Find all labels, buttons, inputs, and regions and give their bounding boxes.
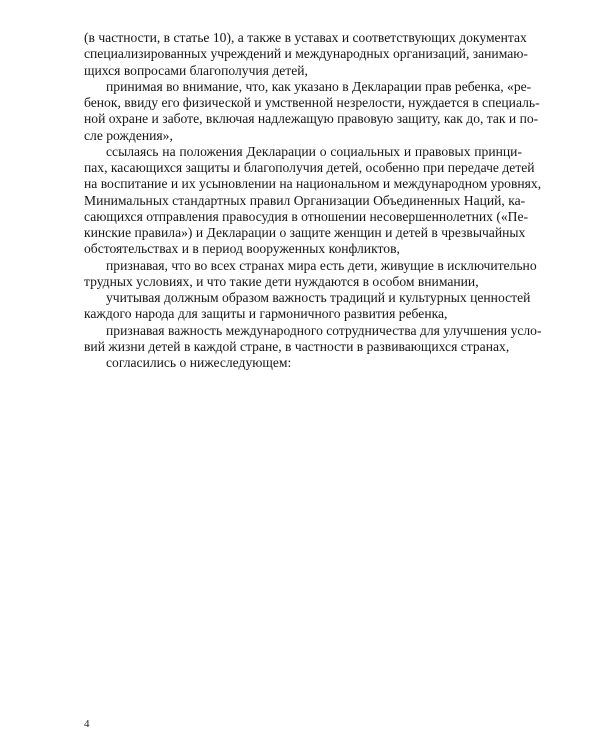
paragraph-start-line: принимая во внимание, что, как указано в Декларации прав ребенка, «ре- [106, 78, 532, 94]
text-line: сающихся отправления правосудия в отношении несовершеннолетних («Пе- [84, 208, 529, 224]
paragraph-start-line: учитывая должным образом важность традиций и культурных ценностей [106, 290, 531, 305]
text-line: каждого народа для защиты и гармоничного развития ребенка, [84, 306, 448, 322]
paragraph-start-line: согласились о нижеследующем: [106, 355, 292, 370]
paragraph-start-line: признавая, что во всех странах мира есть дети, живущие в исключительно [106, 257, 537, 273]
text-line: обстоятельствах и в период вооруженных конфликтов, [84, 241, 400, 257]
paragraph-start-line: признавая важность международного сотрудничества для улучшения усло- [106, 322, 542, 338]
text-line: вий жизни детей в каждой стране, в частности в развивающихся странах, [84, 338, 510, 354]
page-number: 4 [84, 718, 90, 730]
text-line: кинские правила») и Декларации о защите женщин и детей в чрезвычайных [84, 225, 526, 240]
body-text [84, 30, 542, 371]
text-line: специализированных учреждений и международных организаций, занимаю- [84, 46, 528, 62]
text-line: сле рождения», [84, 127, 173, 143]
text-line: (в частности, в статье 10), а также в уставах и соответствующих документах [84, 30, 527, 45]
text-line: щихся вопросами благополучия детей, [84, 62, 308, 78]
text-line: трудных условиях, и что такие дети нуждаются в особом внимании, [84, 273, 479, 289]
text-line: на воспитание и их усыновлении на национальном и международном уровнях, [84, 176, 542, 192]
paragraph-start-line: ссылаясь на положения Декларации о социальных и правовых принци- [106, 143, 522, 159]
text-line: Минимальных стандартных правил Организации Объединенных Наций, ка- [84, 192, 526, 208]
text-line: бенок, ввиду его физической и умственной незрелости, нуждается в специаль- [84, 95, 540, 110]
text-line: ной охране и заботе, включая надлежащую правовую защиту, как до, так и по- [84, 111, 539, 127]
text-line: пах, касающихся защиты и благополучия детей, особенно при передаче детей [84, 160, 535, 175]
